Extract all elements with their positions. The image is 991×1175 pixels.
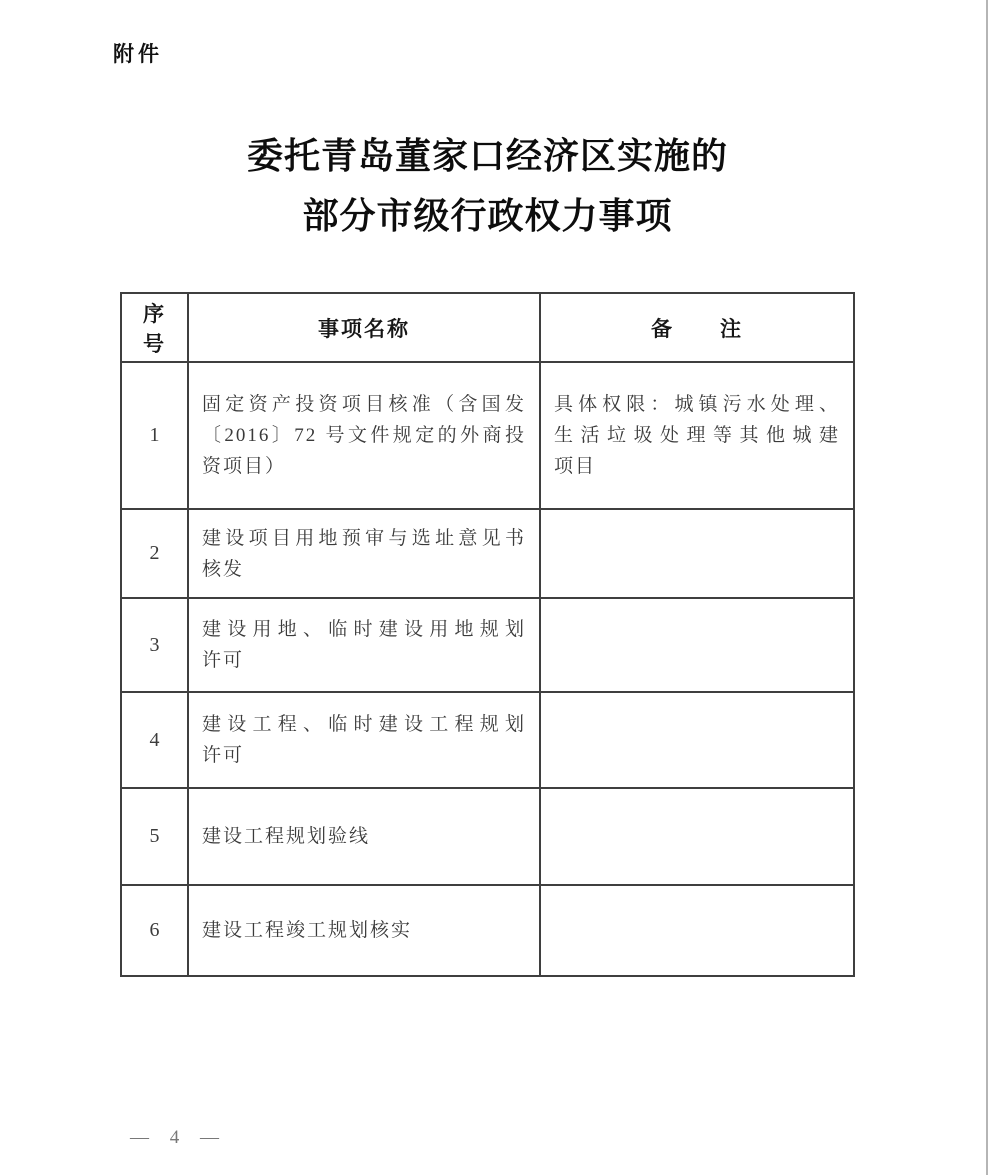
name-line: 许可 — [202, 650, 245, 671]
table-row — [121, 509, 854, 598]
row-name-cell — [188, 885, 540, 976]
row-no-cell: 1 — [121, 362, 188, 509]
row-no-cell: 5 — [121, 788, 188, 885]
attachment-label: 附件 — [113, 43, 163, 66]
row-name-cell — [188, 509, 540, 598]
name-line: 核发 — [202, 558, 245, 580]
row-name-cell — [188, 362, 540, 509]
row-remark-cell — [540, 692, 854, 788]
row-remark-cell — [540, 509, 854, 598]
scan-edge-line — [986, 0, 988, 1175]
document-title — [0, 126, 975, 246]
row-remark-cell — [540, 885, 854, 976]
row-name-cell — [188, 692, 540, 788]
name-line: 建设工程规划验线 — [202, 826, 371, 847]
table-row — [121, 598, 854, 692]
name-line: 许可 — [202, 745, 245, 766]
row-name-cell — [188, 788, 540, 885]
row-no-cell: 2 — [121, 509, 188, 598]
header-remark: 备 注 — [540, 293, 854, 362]
header-no: 序号 — [121, 293, 188, 362]
row-name-cell — [188, 598, 540, 692]
table-header-row — [121, 293, 854, 362]
name-line: 建设用地、临时建设用地规划 — [202, 619, 526, 640]
name-line: 建设工程、临时建设工程规划 — [202, 714, 526, 735]
remark-line: 具体权限：城镇污水处理、 — [554, 394, 840, 415]
table-row — [121, 788, 854, 885]
page-number: — 4 — — [130, 1127, 219, 1148]
name-line: 建设项目用地预审与选址意见书 — [202, 527, 526, 549]
row-remark-cell — [540, 598, 854, 692]
row-no-cell: 6 — [121, 885, 188, 976]
table-row — [121, 692, 854, 788]
remark-line: 项目 — [554, 456, 597, 477]
title-line-2: 部分市级行政权力事项 — [302, 196, 673, 236]
name-line: 固定资产投资项目核准（含国发 — [202, 394, 526, 415]
name-line: 资项目） — [202, 456, 287, 477]
remark-line: 生活垃圾处理等其他城建 — [554, 425, 840, 446]
authority-items-table — [120, 292, 855, 977]
title-line-1: 委托青岛董家口经济区实施的 — [246, 136, 728, 176]
header-name: 事项名称 — [188, 293, 540, 362]
row-remark-cell — [540, 788, 854, 885]
name-line: 建设工程竣工规划核实 — [202, 920, 413, 941]
row-remark-cell — [540, 362, 854, 509]
row-no-cell: 3 — [121, 598, 188, 692]
row-no-cell: 4 — [121, 692, 188, 788]
name-line: 〔2016〕72 号文件规定的外商投 — [202, 425, 526, 446]
table-row — [121, 885, 854, 976]
table-row — [121, 362, 854, 509]
